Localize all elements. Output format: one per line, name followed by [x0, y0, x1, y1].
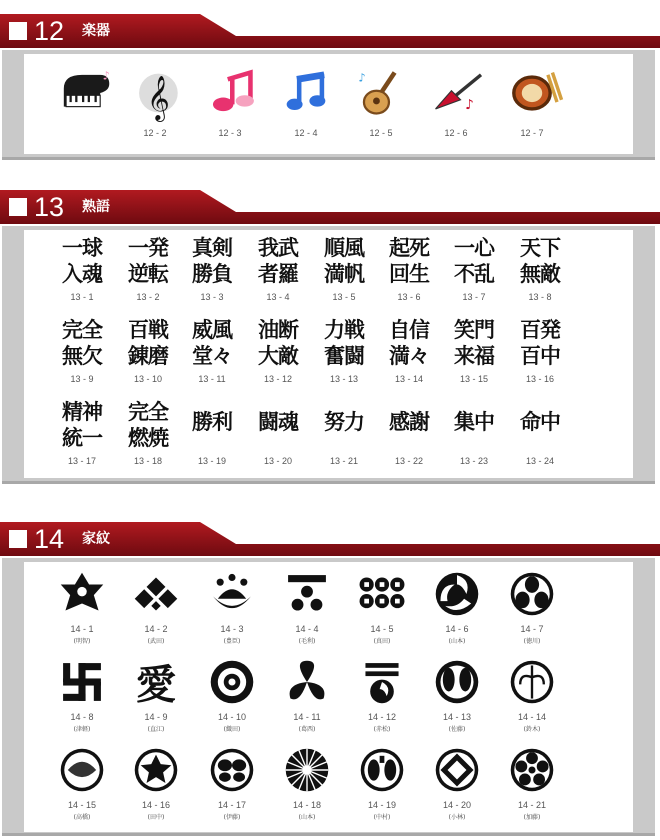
family-name: (豊臣)	[223, 638, 241, 645]
jukugo-item[interactable]	[312, 236, 376, 314]
item-code: 14 - 20	[442, 800, 472, 810]
item-code: 13 - 13	[329, 374, 359, 384]
mitsudomoe-crest-icon	[421, 568, 493, 620]
kamon-item[interactable]	[196, 568, 268, 654]
jukugo-item[interactable]	[377, 318, 441, 396]
blue-double-note-icon	[266, 68, 346, 118]
paulownia-crest-icon	[196, 568, 268, 620]
instrument-item[interactable]	[42, 64, 122, 150]
item-code: 14 - 5	[370, 624, 394, 634]
item-code: 14 - 14	[517, 712, 547, 722]
svg-text:♪: ♪	[102, 68, 110, 83]
item-code: 13 - 6	[397, 292, 421, 302]
jukugo-item[interactable]	[50, 400, 114, 478]
family-name: (山本)	[448, 638, 466, 645]
kamon-item[interactable]	[196, 744, 268, 830]
section-panel	[2, 50, 655, 160]
kamon-item[interactable]	[496, 744, 568, 830]
crane-crest-icon	[46, 744, 118, 796]
section-header	[0, 14, 660, 48]
kamon-item[interactable]	[421, 568, 493, 654]
section-title: 熟語	[82, 199, 110, 215]
jukugo-line-1: 一球	[62, 235, 102, 260]
family-name: (中村)	[373, 814, 391, 821]
kamon-item[interactable]	[271, 744, 343, 830]
svg-text:♪: ♪	[358, 70, 366, 85]
jukugo-line-1: 順風	[324, 235, 364, 260]
takeda-bishi-crest-icon	[120, 568, 192, 620]
jukugo-line-1: 命中	[520, 409, 560, 434]
jukugo-item[interactable]	[180, 400, 244, 478]
family-name: (加藤)	[523, 814, 541, 821]
jukugo-line-1: 百戦	[128, 317, 168, 342]
item-code: 13 - 15	[459, 374, 489, 384]
item-code: 13 - 17	[67, 456, 97, 466]
item-code: 14 - 10	[217, 712, 247, 722]
item-code: 14 - 3	[220, 624, 244, 634]
item-code: 14 - 16	[141, 800, 171, 810]
section-panel	[2, 226, 655, 484]
item-code: 12 - 6	[444, 128, 468, 138]
item-code: 13 - 14	[394, 374, 424, 384]
item-code: 13 - 2	[136, 292, 160, 302]
jukugo-line-2: 者羅	[258, 261, 298, 286]
item-code: 13 - 1	[70, 292, 94, 302]
kamon-item[interactable]	[421, 744, 493, 830]
instrument-item[interactable]	[341, 64, 421, 150]
item-code: 12 - 4	[294, 128, 318, 138]
section-number: 13	[34, 192, 65, 222]
item-code: 12 - 7	[520, 128, 544, 138]
section-jukugo	[0, 190, 660, 466]
jukugo-line-2: 燃焼	[128, 425, 168, 450]
jukugo-item[interactable]	[116, 400, 180, 478]
item-code: 13 - 9	[70, 374, 94, 384]
section-number: 12	[34, 16, 65, 46]
kamon-item[interactable]	[421, 656, 493, 742]
item-code: 13 - 4	[266, 292, 290, 302]
jukugo-line-2: 無欠	[62, 343, 102, 368]
kamon-item[interactable]	[271, 568, 343, 654]
jukugo-line-1: 完全	[62, 317, 102, 342]
kikyo-crest-icon	[46, 568, 118, 620]
jukugo-line-2: 堂々	[192, 343, 232, 368]
item-code: 13 - 24	[525, 456, 555, 466]
jukugo-line-1: 集中	[454, 409, 494, 434]
jukugo-item[interactable]	[50, 318, 114, 396]
ichimonji-mitsuboshi-crest-icon	[271, 568, 343, 620]
family-name: (葛西)	[298, 726, 316, 733]
family-name: (伊藤)	[223, 814, 241, 821]
sagari-fuji-crest-icon	[346, 744, 418, 796]
jukugo-item[interactable]	[377, 400, 441, 478]
jukugo-line-1: 完全	[128, 399, 168, 424]
katabami-crest-icon	[271, 656, 343, 708]
maru-ni-bishi-crest-icon	[421, 744, 493, 796]
jukugo-line-1: 自信	[389, 317, 429, 342]
item-code: 13 - 5	[332, 292, 356, 302]
jukugo-item[interactable]	[116, 236, 180, 314]
instrument-item[interactable]	[190, 64, 270, 150]
item-code: 14 - 19	[367, 800, 397, 810]
jukugo-line-1: 精神	[62, 399, 102, 424]
kamon-item[interactable]	[46, 568, 118, 654]
manji-crest-icon	[46, 656, 118, 708]
jukugo-line-2: 統一	[62, 425, 102, 450]
jukugo-item[interactable]	[180, 318, 244, 396]
item-code: 14 - 11	[293, 712, 321, 722]
kamon-item[interactable]	[120, 744, 192, 830]
section-instruments	[0, 14, 660, 138]
acoustic-guitar-icon	[341, 68, 421, 118]
item-code: 14 - 18	[292, 800, 322, 810]
rokumonsen-crest-icon	[346, 568, 418, 620]
family-name: (明智)	[73, 638, 91, 645]
section-header	[0, 522, 660, 556]
item-code: 13 - 22	[394, 456, 424, 466]
kamon-item[interactable]	[496, 656, 568, 742]
family-name: (直江)	[147, 726, 165, 733]
item-code: 14 - 4	[295, 624, 319, 634]
jukugo-item[interactable]	[312, 318, 376, 396]
item-code: 12 - 3	[218, 128, 242, 138]
jukugo-item[interactable]	[246, 400, 310, 478]
pink-note-icon	[190, 68, 270, 118]
chrysanthemum-crest-icon	[271, 744, 343, 796]
svg-text:♪: ♪	[465, 96, 474, 113]
item-code: 14 - 9	[144, 712, 168, 722]
item-code: 14 - 8	[70, 712, 94, 722]
jukugo-line-1: 努力	[324, 409, 364, 434]
jukugo-item[interactable]	[312, 400, 376, 478]
section-kamon	[0, 522, 660, 821]
wisteria-crest-icon	[421, 656, 493, 708]
item-code: 12 - 2	[143, 128, 167, 138]
jukugo-line-2: 入魂	[62, 261, 102, 286]
kamon-item[interactable]	[46, 744, 118, 830]
family-name: (赤松)	[373, 726, 391, 733]
item-code: 12 - 5	[369, 128, 393, 138]
oda-mokko-crest-icon	[196, 656, 268, 708]
jukugo-line-2: 回生	[389, 261, 429, 286]
aoi-crest-icon	[496, 568, 568, 620]
family-name: (田中)	[147, 814, 165, 821]
item-code: 14 - 6	[445, 624, 469, 634]
family-name: (徳川)	[523, 638, 541, 645]
jukugo-item[interactable]	[180, 236, 244, 314]
jukugo-line-1: 真剣	[192, 235, 232, 260]
kamon-item[interactable]	[196, 656, 268, 742]
item-code: 14 - 1	[70, 624, 94, 634]
family-name: (毛利)	[298, 638, 316, 645]
jukugo-line-1: 一心	[454, 235, 494, 260]
maru-ni-kikyo-crest-icon	[120, 744, 192, 796]
instrument-item[interactable]	[492, 64, 572, 150]
item-code: 13 - 23	[459, 456, 489, 466]
family-name: (鈴木)	[523, 726, 541, 733]
item-code: 13 - 18	[133, 456, 163, 466]
jukugo-item[interactable]	[442, 400, 506, 478]
jukugo-line-2: 不乱	[454, 261, 494, 286]
kamon-item[interactable]	[120, 656, 192, 742]
section-title: 楽器	[82, 23, 110, 39]
jukugo-item[interactable]	[116, 318, 180, 396]
jukugo-line-2: 満帆	[324, 261, 364, 286]
jukugo-grid	[24, 230, 633, 478]
electric-guitar-icon	[416, 68, 496, 118]
item-code: 13 - 7	[462, 292, 486, 302]
jukugo-item[interactable]	[508, 400, 572, 478]
item-code: 13 - 21	[329, 456, 359, 466]
item-code: 14 - 2	[144, 624, 168, 634]
jukugo-item[interactable]	[508, 236, 572, 314]
jukugo-line-1: 我武	[258, 235, 298, 260]
jukugo-line-2: 錬磨	[128, 343, 168, 368]
header-square-icon	[9, 198, 27, 216]
jukugo-line-2: 満々	[389, 343, 429, 368]
jukugo-line-1: 闘魂	[258, 409, 298, 434]
treble-clef-icon	[115, 68, 195, 122]
jukugo-line-1: 百発	[520, 317, 560, 342]
kamon-item[interactable]	[496, 568, 568, 654]
jukugo-line-1: 起死	[389, 235, 429, 260]
jukugo-line-2: 来福	[454, 343, 494, 368]
item-code: 14 - 12	[367, 712, 397, 722]
instrument-item[interactable]	[266, 64, 346, 150]
jukugo-line-2: 百中	[520, 343, 560, 368]
jukugo-line-2: 勝負	[192, 261, 232, 286]
umebachi-crest-icon	[496, 744, 568, 796]
jukugo-line-1: 笑門	[454, 317, 494, 342]
jukugo-line-1: 感謝	[389, 409, 429, 434]
section-header	[0, 190, 660, 224]
svg-text:𝄞: 𝄞	[146, 76, 170, 122]
family-name: (武田)	[147, 638, 165, 645]
instrument-item[interactable]	[416, 64, 496, 150]
taiko-drum-icon	[492, 68, 572, 118]
kamon-item[interactable]	[346, 568, 418, 654]
kamon-item[interactable]	[46, 656, 118, 742]
item-code: 13 - 8	[528, 292, 552, 302]
kamon-item[interactable]	[271, 656, 343, 742]
family-name: (佐藤)	[448, 726, 466, 733]
kamon-grid	[24, 562, 633, 832]
item-code: 14 - 17	[217, 800, 247, 810]
jukugo-item[interactable]	[246, 318, 310, 396]
jukugo-item[interactable]	[50, 236, 114, 314]
item-code: 13 - 16	[525, 374, 555, 384]
jukugo-item[interactable]	[508, 318, 572, 396]
jukugo-line-1: 天下	[520, 235, 560, 260]
item-code: 14 - 21	[517, 800, 547, 810]
item-code: 14 - 15	[67, 800, 97, 810]
item-code: 13 - 11	[198, 374, 226, 384]
instrument-grid	[24, 54, 633, 154]
kamon-item[interactable]	[346, 744, 418, 830]
item-code: 14 - 13	[442, 712, 472, 722]
family-name: (山本)	[298, 814, 316, 821]
instrument-item[interactable]	[115, 64, 195, 150]
jukugo-line-1: 一発	[128, 235, 168, 260]
header-square-icon	[9, 530, 27, 548]
item-code: 13 - 3	[200, 292, 224, 302]
item-code: 13 - 12	[263, 374, 293, 384]
family-name: (高橋)	[73, 814, 91, 821]
header-square-icon	[9, 22, 27, 40]
jukugo-item[interactable]	[246, 236, 310, 314]
kamon-item[interactable]	[120, 568, 192, 654]
maru-ni-ageha-crest-icon	[196, 744, 268, 796]
futatsubiki-tomoe-crest-icon	[346, 656, 418, 708]
family-name: (小林)	[448, 814, 466, 821]
section-panel	[2, 558, 655, 836]
jukugo-line-1: 勝利	[192, 409, 232, 434]
jukugo-line-2: 奮闘	[324, 343, 364, 368]
jukugo-line-1: 威風	[192, 317, 232, 342]
section-title: 家紋	[82, 531, 110, 547]
item-code: 13 - 20	[263, 456, 293, 466]
family-name: (真田)	[373, 638, 391, 645]
jukugo-item[interactable]	[442, 318, 506, 396]
family-name: (津軽)	[73, 726, 91, 733]
svg-text:愛: 愛	[135, 661, 177, 709]
ai-character-crest-icon	[120, 656, 192, 708]
jukugo-line-2: 逆転	[128, 261, 168, 286]
family-name: (織田)	[223, 726, 241, 733]
item-code: 13 - 19	[197, 456, 227, 466]
tachiaoi-crest-icon	[496, 656, 568, 708]
jukugo-line-1: 力戦	[324, 317, 364, 342]
jukugo-line-1: 油断	[258, 317, 298, 342]
kamon-item[interactable]	[346, 656, 418, 742]
item-code: 13 - 10	[133, 374, 163, 384]
jukugo-item[interactable]	[442, 236, 506, 314]
jukugo-line-2: 無敵	[520, 261, 560, 286]
grand-piano-icon	[42, 68, 122, 118]
jukugo-item[interactable]	[377, 236, 441, 314]
jukugo-line-2: 大敵	[258, 343, 298, 368]
section-number: 14	[34, 524, 65, 554]
item-code: 14 - 7	[520, 624, 544, 634]
